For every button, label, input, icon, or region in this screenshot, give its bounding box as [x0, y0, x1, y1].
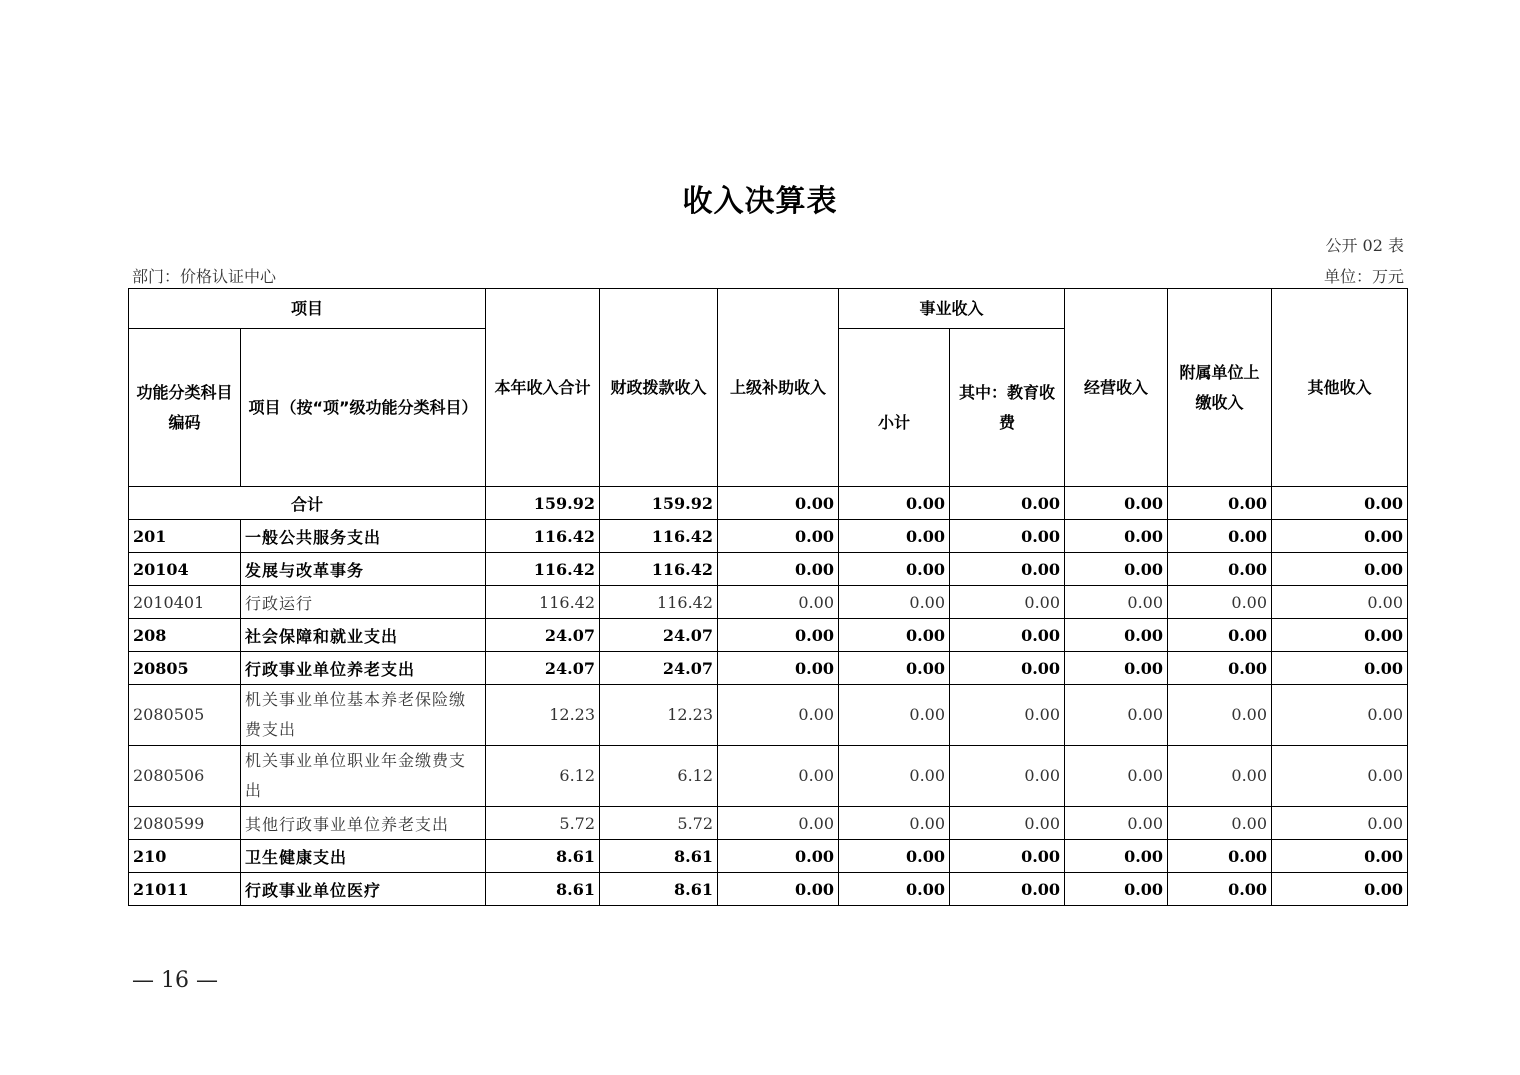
row-value: 0.00	[1168, 586, 1272, 619]
row-value: 0.00	[718, 685, 839, 746]
row-value: 5.72	[486, 807, 600, 840]
row-value: 0.00	[839, 619, 950, 652]
row-value: 0.00	[1168, 520, 1272, 553]
row-value: 8.61	[486, 840, 600, 873]
row-value: 0.00	[839, 652, 950, 685]
unit-label: 单位：万元	[1323, 267, 1404, 286]
row-code: 2080599	[129, 807, 241, 840]
department-label: 部门：价格认证中心	[132, 267, 277, 286]
row-value: 0.00	[950, 746, 1065, 807]
row-value: 0.00	[839, 840, 950, 873]
table-row	[129, 873, 1408, 906]
header-name: 项目（按“项”级功能分类科目）	[241, 329, 486, 487]
row-value: 0.00	[950, 807, 1065, 840]
row-value: 0.00	[718, 586, 839, 619]
row-value: 0.00	[1065, 586, 1168, 619]
row-value: 0.00	[1272, 873, 1408, 906]
row-name: 行政事业单位养老支出	[241, 652, 486, 685]
row-code: 20104	[129, 553, 241, 586]
header-affiliated: 附属单位上缴收入	[1168, 289, 1272, 487]
row-value: 0.00	[1168, 807, 1272, 840]
row-value: 0.00	[950, 586, 1065, 619]
row-value: 0.00	[718, 746, 839, 807]
row-value: 0.00	[1168, 553, 1272, 586]
header-fiscal: 财政拨款收入	[600, 289, 718, 487]
page-number: — 16 —	[132, 968, 218, 993]
total-cell: 0.00	[1272, 487, 1408, 520]
header-operating: 经营收入	[1065, 289, 1168, 487]
row-code: 21011	[129, 873, 241, 906]
row-value: 0.00	[839, 520, 950, 553]
header-code: 功能分类科目编码	[129, 329, 241, 487]
row-value: 0.00	[1065, 520, 1168, 553]
row-value: 0.00	[1168, 840, 1272, 873]
row-value: 0.00	[950, 520, 1065, 553]
row-value: 0.00	[839, 746, 950, 807]
row-value: 0.00	[839, 553, 950, 586]
total-label: 合计	[129, 487, 486, 520]
header-item-group: 项目	[129, 289, 486, 329]
table-row	[129, 652, 1408, 685]
table-row	[129, 840, 1408, 873]
header-superior: 上级补助收入	[718, 289, 839, 487]
row-value: 0.00	[1272, 619, 1408, 652]
row-code: 20805	[129, 652, 241, 685]
row-value: 24.07	[486, 652, 600, 685]
row-value: 0.00	[1065, 873, 1168, 906]
row-value: 0.00	[718, 619, 839, 652]
row-value: 0.00	[1065, 619, 1168, 652]
row-value: 0.00	[1272, 840, 1408, 873]
header-total: 本年收入合计	[486, 289, 600, 487]
row-value: 0.00	[1272, 586, 1408, 619]
row-value: 0.00	[839, 807, 950, 840]
row-value: 0.00	[839, 586, 950, 619]
row-value: 116.42	[600, 520, 718, 553]
row-value: 0.00	[950, 652, 1065, 685]
row-value: 5.72	[600, 807, 718, 840]
table-row	[129, 685, 1408, 746]
row-value: 0.00	[718, 520, 839, 553]
row-value: 116.42	[486, 553, 600, 586]
row-value: 0.00	[950, 685, 1065, 746]
row-value: 116.42	[486, 586, 600, 619]
row-name: 行政事业单位医疗	[241, 873, 486, 906]
income-table	[128, 288, 1408, 906]
row-value: 0.00	[1065, 746, 1168, 807]
row-value: 0.00	[950, 873, 1065, 906]
row-name: 其他行政事业单位养老支出	[241, 807, 486, 840]
total-cell: 0.00	[839, 487, 950, 520]
header-other: 其他收入	[1272, 289, 1408, 487]
row-value: 8.61	[600, 873, 718, 906]
total-cell: 159.92	[486, 487, 600, 520]
row-value: 12.23	[486, 685, 600, 746]
row-value: 0.00	[1168, 619, 1272, 652]
row-value: 116.42	[486, 520, 600, 553]
row-value: 116.42	[600, 586, 718, 619]
row-code: 2080506	[129, 746, 241, 807]
page-title: 收入决算表	[682, 184, 838, 219]
row-value: 0.00	[1272, 520, 1408, 553]
row-value: 0.00	[1272, 652, 1408, 685]
row-value: 0.00	[839, 685, 950, 746]
row-name: 机关事业单位职业年金缴费支出	[241, 746, 486, 807]
row-value: 0.00	[1065, 652, 1168, 685]
row-value: 0.00	[1065, 840, 1168, 873]
row-code: 2080505	[129, 685, 241, 746]
row-value: 0.00	[718, 873, 839, 906]
row-value: 0.00	[1272, 746, 1408, 807]
row-name: 一般公共服务支出	[241, 520, 486, 553]
row-value: 24.07	[600, 619, 718, 652]
row-code: 208	[129, 619, 241, 652]
total-cell: 0.00	[950, 487, 1065, 520]
row-value: 0.00	[839, 873, 950, 906]
total-cell: 0.00	[718, 487, 839, 520]
row-name: 发展与改革事务	[241, 553, 486, 586]
row-value: 0.00	[718, 553, 839, 586]
table-row	[129, 553, 1408, 586]
row-value: 0.00	[1272, 553, 1408, 586]
row-value: 0.00	[1065, 807, 1168, 840]
row-value: 0.00	[718, 807, 839, 840]
row-name: 卫生健康支出	[241, 840, 486, 873]
row-value: 0.00	[950, 840, 1065, 873]
row-value: 0.00	[718, 652, 839, 685]
row-value: 8.61	[486, 873, 600, 906]
row-value: 6.12	[486, 746, 600, 807]
table-row	[129, 807, 1408, 840]
row-value: 116.42	[600, 553, 718, 586]
row-value: 8.61	[600, 840, 718, 873]
row-code: 2010401	[129, 586, 241, 619]
row-value: 0.00	[1168, 746, 1272, 807]
total-cell: 0.00	[1168, 487, 1272, 520]
row-value: 0.00	[1272, 807, 1408, 840]
row-value: 0.00	[1065, 685, 1168, 746]
row-value: 24.07	[486, 619, 600, 652]
row-value: 0.00	[1065, 553, 1168, 586]
row-value: 24.07	[600, 652, 718, 685]
row-value: 0.00	[950, 553, 1065, 586]
row-value: 0.00	[1272, 685, 1408, 746]
total-cell: 159.92	[600, 487, 718, 520]
header-subtotal: 小计	[839, 329, 950, 487]
row-value: 12.23	[600, 685, 718, 746]
total-cell: 0.00	[1065, 487, 1168, 520]
row-value: 0.00	[1168, 685, 1272, 746]
header-education: 其中：教育收费	[950, 329, 1065, 487]
row-code: 201	[129, 520, 241, 553]
row-code: 210	[129, 840, 241, 873]
total-row	[129, 487, 1408, 520]
table-row	[129, 619, 1408, 652]
row-name: 行政运行	[241, 586, 486, 619]
row-value: 0.00	[1168, 652, 1272, 685]
row-name: 机关事业单位基本养老保险缴费支出	[241, 685, 486, 746]
table-row	[129, 586, 1408, 619]
header-business-group: 事业收入	[839, 289, 1065, 329]
row-value: 0.00	[718, 840, 839, 873]
row-value: 6.12	[600, 746, 718, 807]
row-name: 社会保障和就业支出	[241, 619, 486, 652]
form-number: 公开 02 表	[1325, 236, 1404, 255]
row-value: 0.00	[1168, 873, 1272, 906]
table-row	[129, 746, 1408, 807]
row-value: 0.00	[950, 619, 1065, 652]
table-row	[129, 520, 1408, 553]
